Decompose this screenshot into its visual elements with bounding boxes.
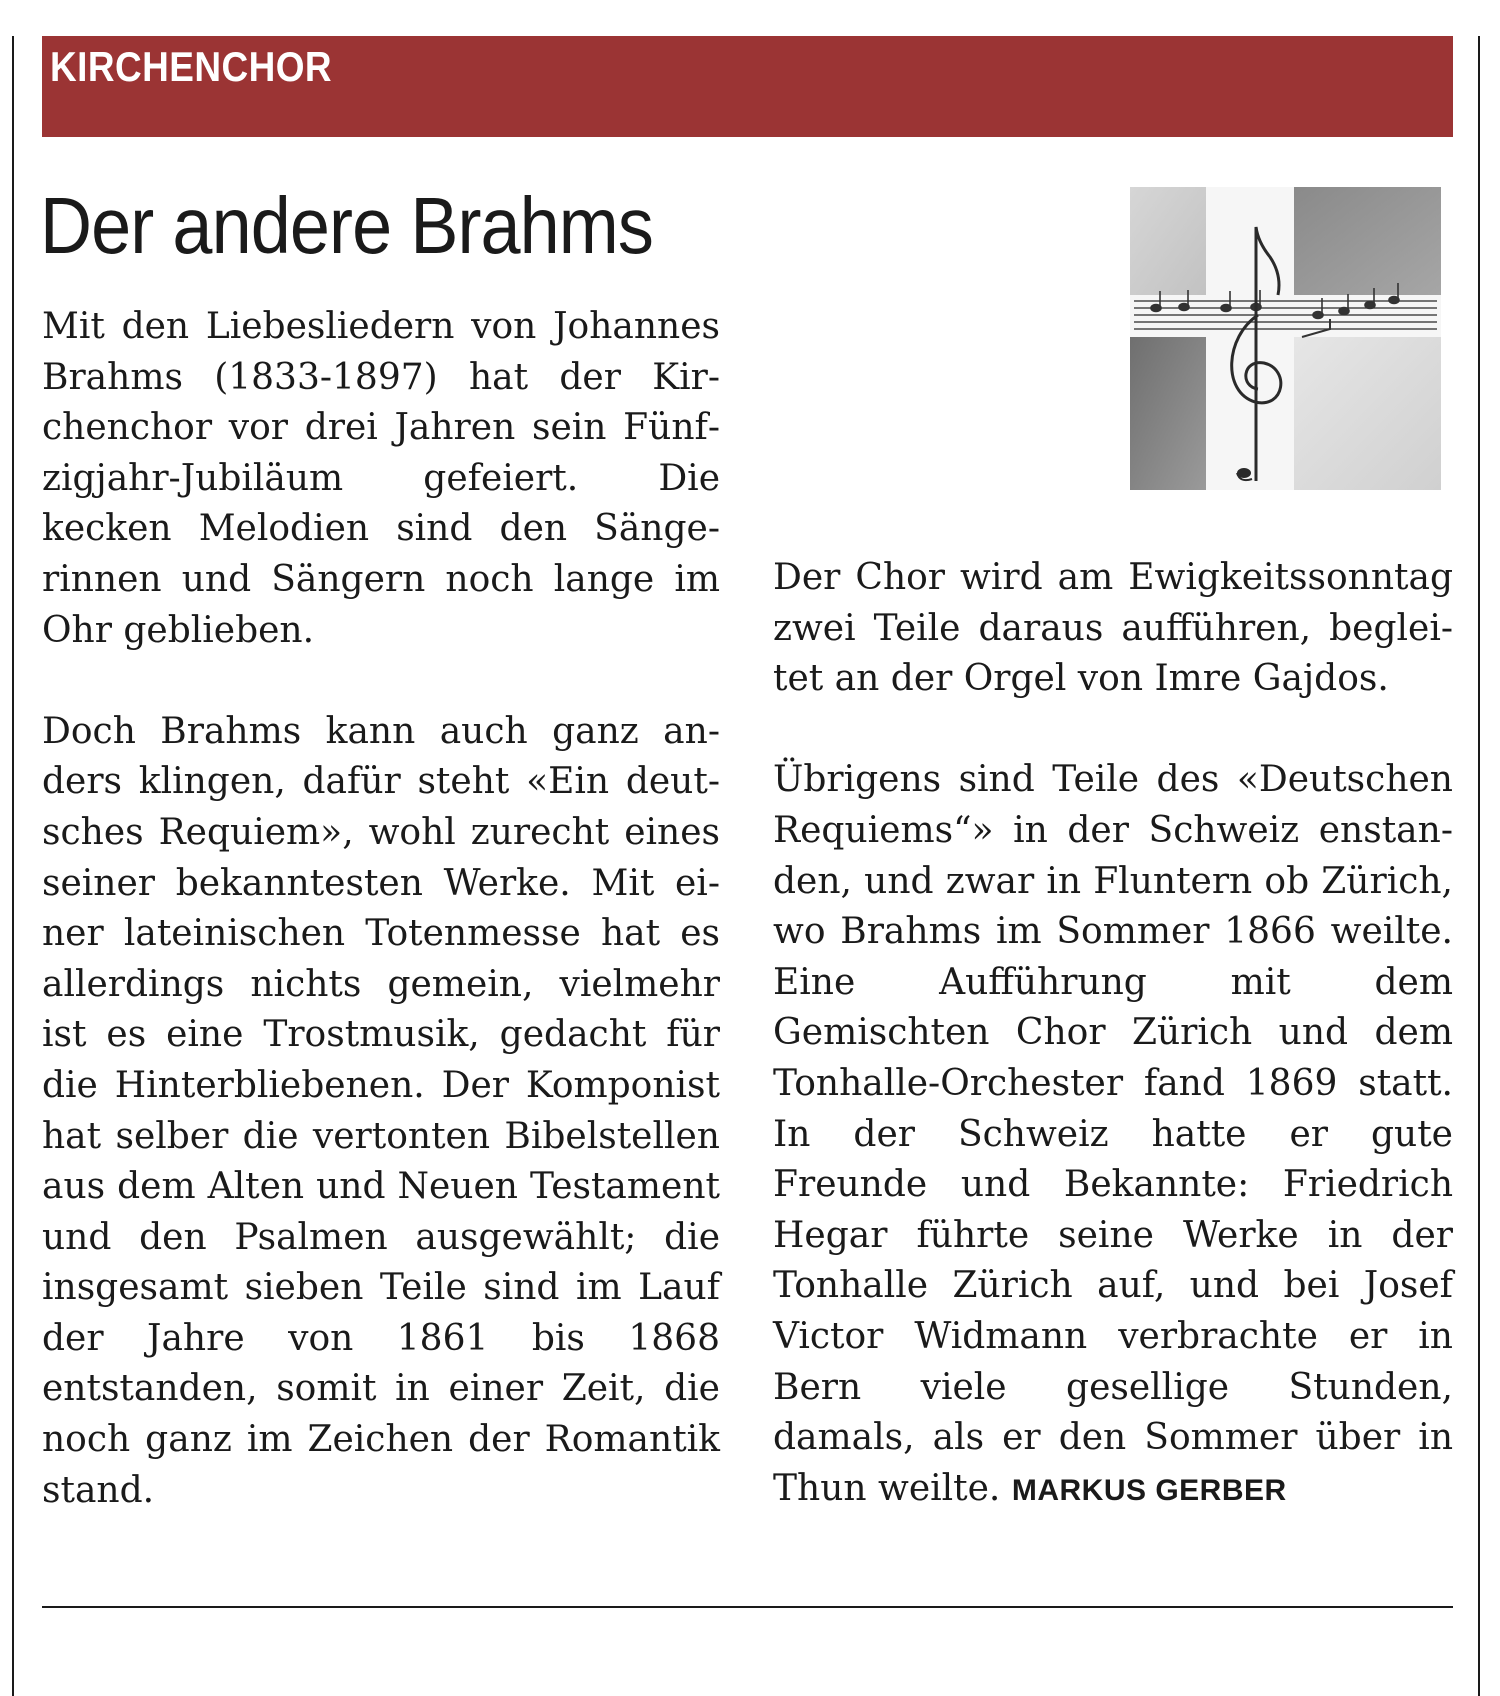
article-paragraph-3: Der Chor wird am Ewigkeitssonntag zwei Teile daraus aufführen, begleitet an der Orgel von Imre Gajdos. [773,557,1453,700]
section-band [42,36,1453,137]
right-column-rule [1478,36,1480,1696]
author-byline: MARKUS GERBER [1011,1473,1287,1507]
article-paragraph-4 [773,755,1453,1516]
article-headline: Der andere Brahms [40,181,653,270]
bottom-rule [42,1606,1453,1608]
article-column-right [773,553,1453,1516]
music-notes-cross-illustration [1130,187,1441,490]
article-column-left [42,302,720,1516]
left-column-rule [12,36,14,1696]
section-label: KIRCHENCHOR [50,43,333,90]
article-paragraph-4-text: Übrigens sind Teile des «Deutschen Requiems“» in der Schweiz enstanden, und zwar in Fluntern ob Zürich, wo Brahms im Sommer 1866 weilte. Eine Aufführung mit dem Gemischten Chor Zürich und dem Tonhalle-Orchester fand 1869 statt. In der Schweiz hatte er gute Freunde und Bekannte: Friedrich Hegar führte seine Werke in der Tonhalle Zürich auf, und bei Josef Victor Widmann verbrachte er in Bern viele gesellige Stunden, damals, als er den Sommer über in Thun weilte. [773,759,1453,1509]
article-paragraph-2: Doch Brahms kann auch ganz anders klingen, dafür steht «Ein deutsches Requiem», wohl zurecht eines seiner bekanntesten Werke. Mit einer lateinischen Totenmesse hat es allerdings nichts gemein, vielmehr ist es eine Trostmusik, gedacht für die Hinterbliebenen. Der Komponist hat selber die vertonten Bibelstellen aus dem Alten und Neuen Testament und den Psalmen ausgewählt; die insgesamt sieben Teile sind im Lauf der Jahre von 1861 bis 1868 entstanden, somit in einer Zeit, die noch ganz im Zeichen der Romantik stand. [42,710,720,1511]
article-paragraph-1: Mit den Liebesliedern von Johannes Brahms (1833-1897) hat der Kirchenchor vor drei Jahren sein Fünfzigjahr-Jubiläum gefeiert. Die kecken Melodien sind den Sängerinnen und Sängern noch lange im Ohr geblieben. [42,306,720,651]
